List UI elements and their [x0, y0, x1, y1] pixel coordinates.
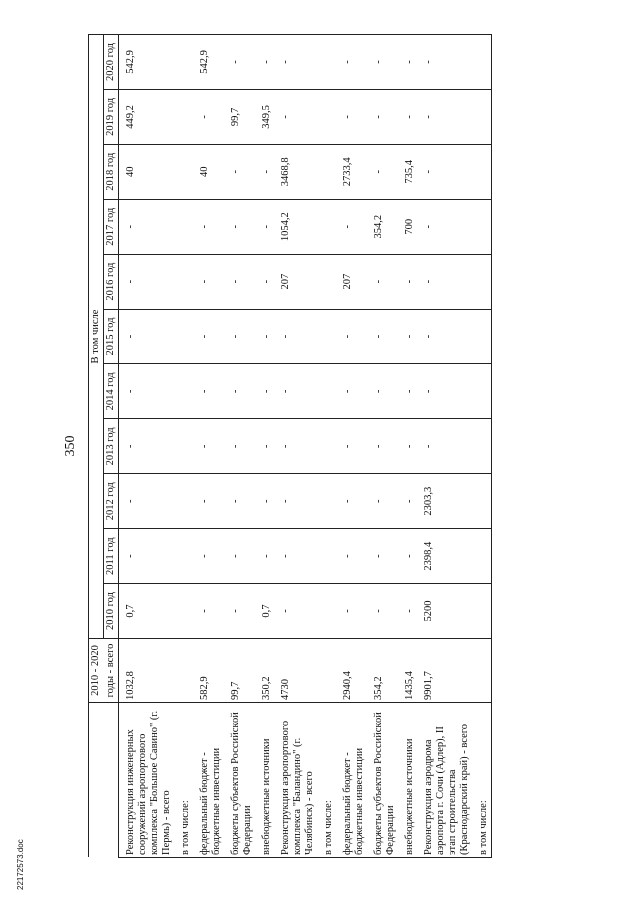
table-row [274, 35, 317, 858]
year-value: - [119, 474, 175, 529]
year-value: - [367, 474, 398, 529]
year-value [472, 199, 492, 254]
year-value [174, 89, 193, 144]
year-value: - [398, 89, 417, 144]
year-value [472, 254, 492, 309]
year-value: - [274, 529, 317, 584]
year-value [472, 474, 492, 529]
row-label: Реконструкция аэропортового комплекса "Баландино" (г. Челябинск) - всего [274, 703, 317, 858]
year-value: - [367, 89, 398, 144]
year-value: - [193, 254, 224, 309]
year-value: - [119, 364, 175, 419]
year-value: - [224, 144, 255, 199]
year-value: - [193, 584, 224, 639]
year-value [317, 419, 336, 474]
year-value: - [417, 254, 472, 309]
year-value: - [224, 474, 255, 529]
year-value: - [193, 89, 224, 144]
year-value: - [224, 584, 255, 639]
year-value [174, 309, 193, 364]
year-value: - [336, 199, 367, 254]
year-value [174, 364, 193, 419]
table-row [255, 35, 274, 858]
year-value: 207 [274, 254, 317, 309]
year-value: 40 [193, 144, 224, 199]
table-row [367, 35, 398, 858]
year-header: 2017 год [104, 199, 119, 254]
year-value [174, 254, 193, 309]
year-header: 2012 год [104, 474, 119, 529]
year-value: - [274, 419, 317, 474]
year-value: - [224, 529, 255, 584]
year-value: - [417, 309, 472, 364]
year-value: - [417, 199, 472, 254]
year-value [317, 309, 336, 364]
year-value: 542,9 [119, 35, 175, 90]
year-value [317, 254, 336, 309]
year-value: - [193, 529, 224, 584]
year-value [472, 35, 492, 90]
year-value: - [274, 35, 317, 90]
year-value: - [398, 364, 417, 419]
year-value: 5200 [417, 584, 472, 639]
year-value: - [193, 309, 224, 364]
row-total [174, 639, 193, 703]
year-value: - [274, 89, 317, 144]
year-value: - [224, 309, 255, 364]
year-value: - [224, 199, 255, 254]
table-row [174, 35, 193, 858]
year-value: - [193, 419, 224, 474]
row-total [472, 639, 492, 703]
year-value [174, 529, 193, 584]
row-label: федеральный бюджет - бюджетные инвестиции [193, 703, 224, 858]
year-value: - [119, 199, 175, 254]
year-value: - [336, 584, 367, 639]
year-value: 2733,4 [336, 144, 367, 199]
row-label: внебюджетные источники [398, 703, 417, 858]
year-value [174, 584, 193, 639]
year-value: 449,2 [119, 89, 175, 144]
row-label: бюджеты субъектов Российской Федерации [367, 703, 398, 858]
row-label: внебюджетные источники [255, 703, 274, 858]
year-value: - [398, 309, 417, 364]
year-value: - [224, 364, 255, 419]
row-label: в том числе: [174, 703, 193, 858]
year-header: 2010 год [104, 584, 119, 639]
year-value: - [255, 35, 274, 90]
row-total: 1435,4 [398, 639, 417, 703]
row-total: 99,7 [224, 639, 255, 703]
year-value: - [255, 144, 274, 199]
year-value: 3468,8 [274, 144, 317, 199]
year-value: - [417, 144, 472, 199]
table-row [417, 35, 472, 858]
year-value: 354,2 [367, 199, 398, 254]
row-total: 350,2 [255, 639, 274, 703]
year-value: - [398, 35, 417, 90]
row-total: 2940,4 [336, 639, 367, 703]
year-header: 2018 год [104, 144, 119, 199]
year-value: - [367, 254, 398, 309]
row-total: 582,9 [193, 639, 224, 703]
year-value [472, 144, 492, 199]
row-total [317, 639, 336, 703]
year-value [317, 144, 336, 199]
year-header: 2015 год [104, 309, 119, 364]
year-value [174, 474, 193, 529]
table-body [119, 35, 492, 858]
year-value: - [336, 364, 367, 419]
year-header: 2014 год [104, 364, 119, 419]
year-value: - [367, 529, 398, 584]
year-value: - [119, 254, 175, 309]
year-value: - [398, 529, 417, 584]
year-value: 0,7 [119, 584, 175, 639]
year-value: - [255, 309, 274, 364]
year-value: 349,5 [255, 89, 274, 144]
year-value: - [274, 584, 317, 639]
year-value: - [255, 254, 274, 309]
year-header: 2011 год [104, 529, 119, 584]
year-value: 2303,3 [417, 474, 472, 529]
year-value: - [367, 584, 398, 639]
year-value [174, 35, 193, 90]
year-value [317, 199, 336, 254]
year-value: 700 [398, 199, 417, 254]
table-row [317, 35, 336, 858]
year-header: 2016 год [104, 254, 119, 309]
table-row [472, 35, 492, 858]
table-row [193, 35, 224, 858]
year-value: 735,4 [398, 144, 417, 199]
year-value [472, 529, 492, 584]
year-value: - [274, 364, 317, 419]
year-value [174, 144, 193, 199]
year-header: 2019 год [104, 89, 119, 144]
year-value: - [398, 584, 417, 639]
funding-table [88, 34, 492, 858]
year-value [472, 89, 492, 144]
year-value: - [336, 35, 367, 90]
year-header: 2020 год [104, 35, 119, 90]
year-value: - [398, 254, 417, 309]
year-value: - [119, 529, 175, 584]
year-value: - [336, 474, 367, 529]
table-row [119, 35, 175, 858]
year-value: - [224, 419, 255, 474]
year-value: 0,7 [255, 584, 274, 639]
year-value: 2398,4 [417, 529, 472, 584]
year-value: - [367, 364, 398, 419]
year-value: - [224, 35, 255, 90]
year-value: - [119, 309, 175, 364]
year-value: - [255, 529, 274, 584]
year-value: - [367, 309, 398, 364]
row-total: 354,2 [367, 639, 398, 703]
year-value [317, 89, 336, 144]
year-value [174, 199, 193, 254]
year-value: - [336, 529, 367, 584]
year-value: - [224, 254, 255, 309]
row-label: федеральный бюджет - бюджетные инвестиции [336, 703, 367, 858]
year-value: - [255, 419, 274, 474]
year-value [317, 364, 336, 419]
row-label: Реконструкция инженерных сооружений аэропортового комплекса "Большое Савино" (г. Пермь) - всего [119, 703, 175, 858]
year-value: - [255, 364, 274, 419]
year-value: - [417, 89, 472, 144]
table-header [89, 35, 119, 858]
year-value: - [417, 364, 472, 419]
year-value: 99,7 [224, 89, 255, 144]
year-value: - [274, 309, 317, 364]
name-header [89, 703, 119, 858]
row-total: 9901,7 [417, 639, 472, 703]
row-label: Реконструкция аэродрома аэропорта г. Сочи (Адлер), II этап строительства (Краснодарский край) - всего [417, 703, 472, 858]
year-header: 2013 год [104, 419, 119, 474]
year-value: - [255, 199, 274, 254]
year-value: 1054,2 [274, 199, 317, 254]
year-value: - [336, 309, 367, 364]
document-page [58, 34, 542, 858]
year-value [174, 419, 193, 474]
year-value [317, 529, 336, 584]
year-value [472, 584, 492, 639]
table-row [336, 35, 367, 858]
year-value: - [417, 35, 472, 90]
year-value [472, 419, 492, 474]
year-value: - [336, 89, 367, 144]
table-row [224, 35, 255, 858]
table-row [398, 35, 417, 858]
year-value: - [193, 474, 224, 529]
year-value: - [398, 474, 417, 529]
year-value: - [274, 474, 317, 529]
row-total: 4730 [274, 639, 317, 703]
year-value [472, 364, 492, 419]
year-value [317, 35, 336, 90]
year-value: 40 [119, 144, 175, 199]
row-label: бюджеты субъектов Российской Федерации [224, 703, 255, 858]
page-number: 350 [63, 435, 78, 457]
year-value: - [193, 199, 224, 254]
period-total-header: годы - всего [104, 639, 119, 703]
row-label: в том числе: [317, 703, 336, 858]
year-value: - [336, 419, 367, 474]
year-value: - [367, 35, 398, 90]
year-value: - [417, 419, 472, 474]
year-value: - [193, 364, 224, 419]
year-value: - [119, 419, 175, 474]
year-value [317, 474, 336, 529]
year-value: - [367, 144, 398, 199]
row-total: 1032,8 [119, 639, 175, 703]
year-value: - [398, 419, 417, 474]
document-footer: 22172573.doc [16, 839, 25, 890]
year-value: 207 [336, 254, 367, 309]
period-header: 2010 - 2020 [89, 639, 104, 703]
year-value: 542,9 [193, 35, 224, 90]
including-header: В том числе [89, 35, 104, 639]
year-value [317, 584, 336, 639]
row-label: в том числе: [472, 703, 492, 858]
year-value: - [367, 419, 398, 474]
year-value [472, 309, 492, 364]
year-value: - [255, 474, 274, 529]
